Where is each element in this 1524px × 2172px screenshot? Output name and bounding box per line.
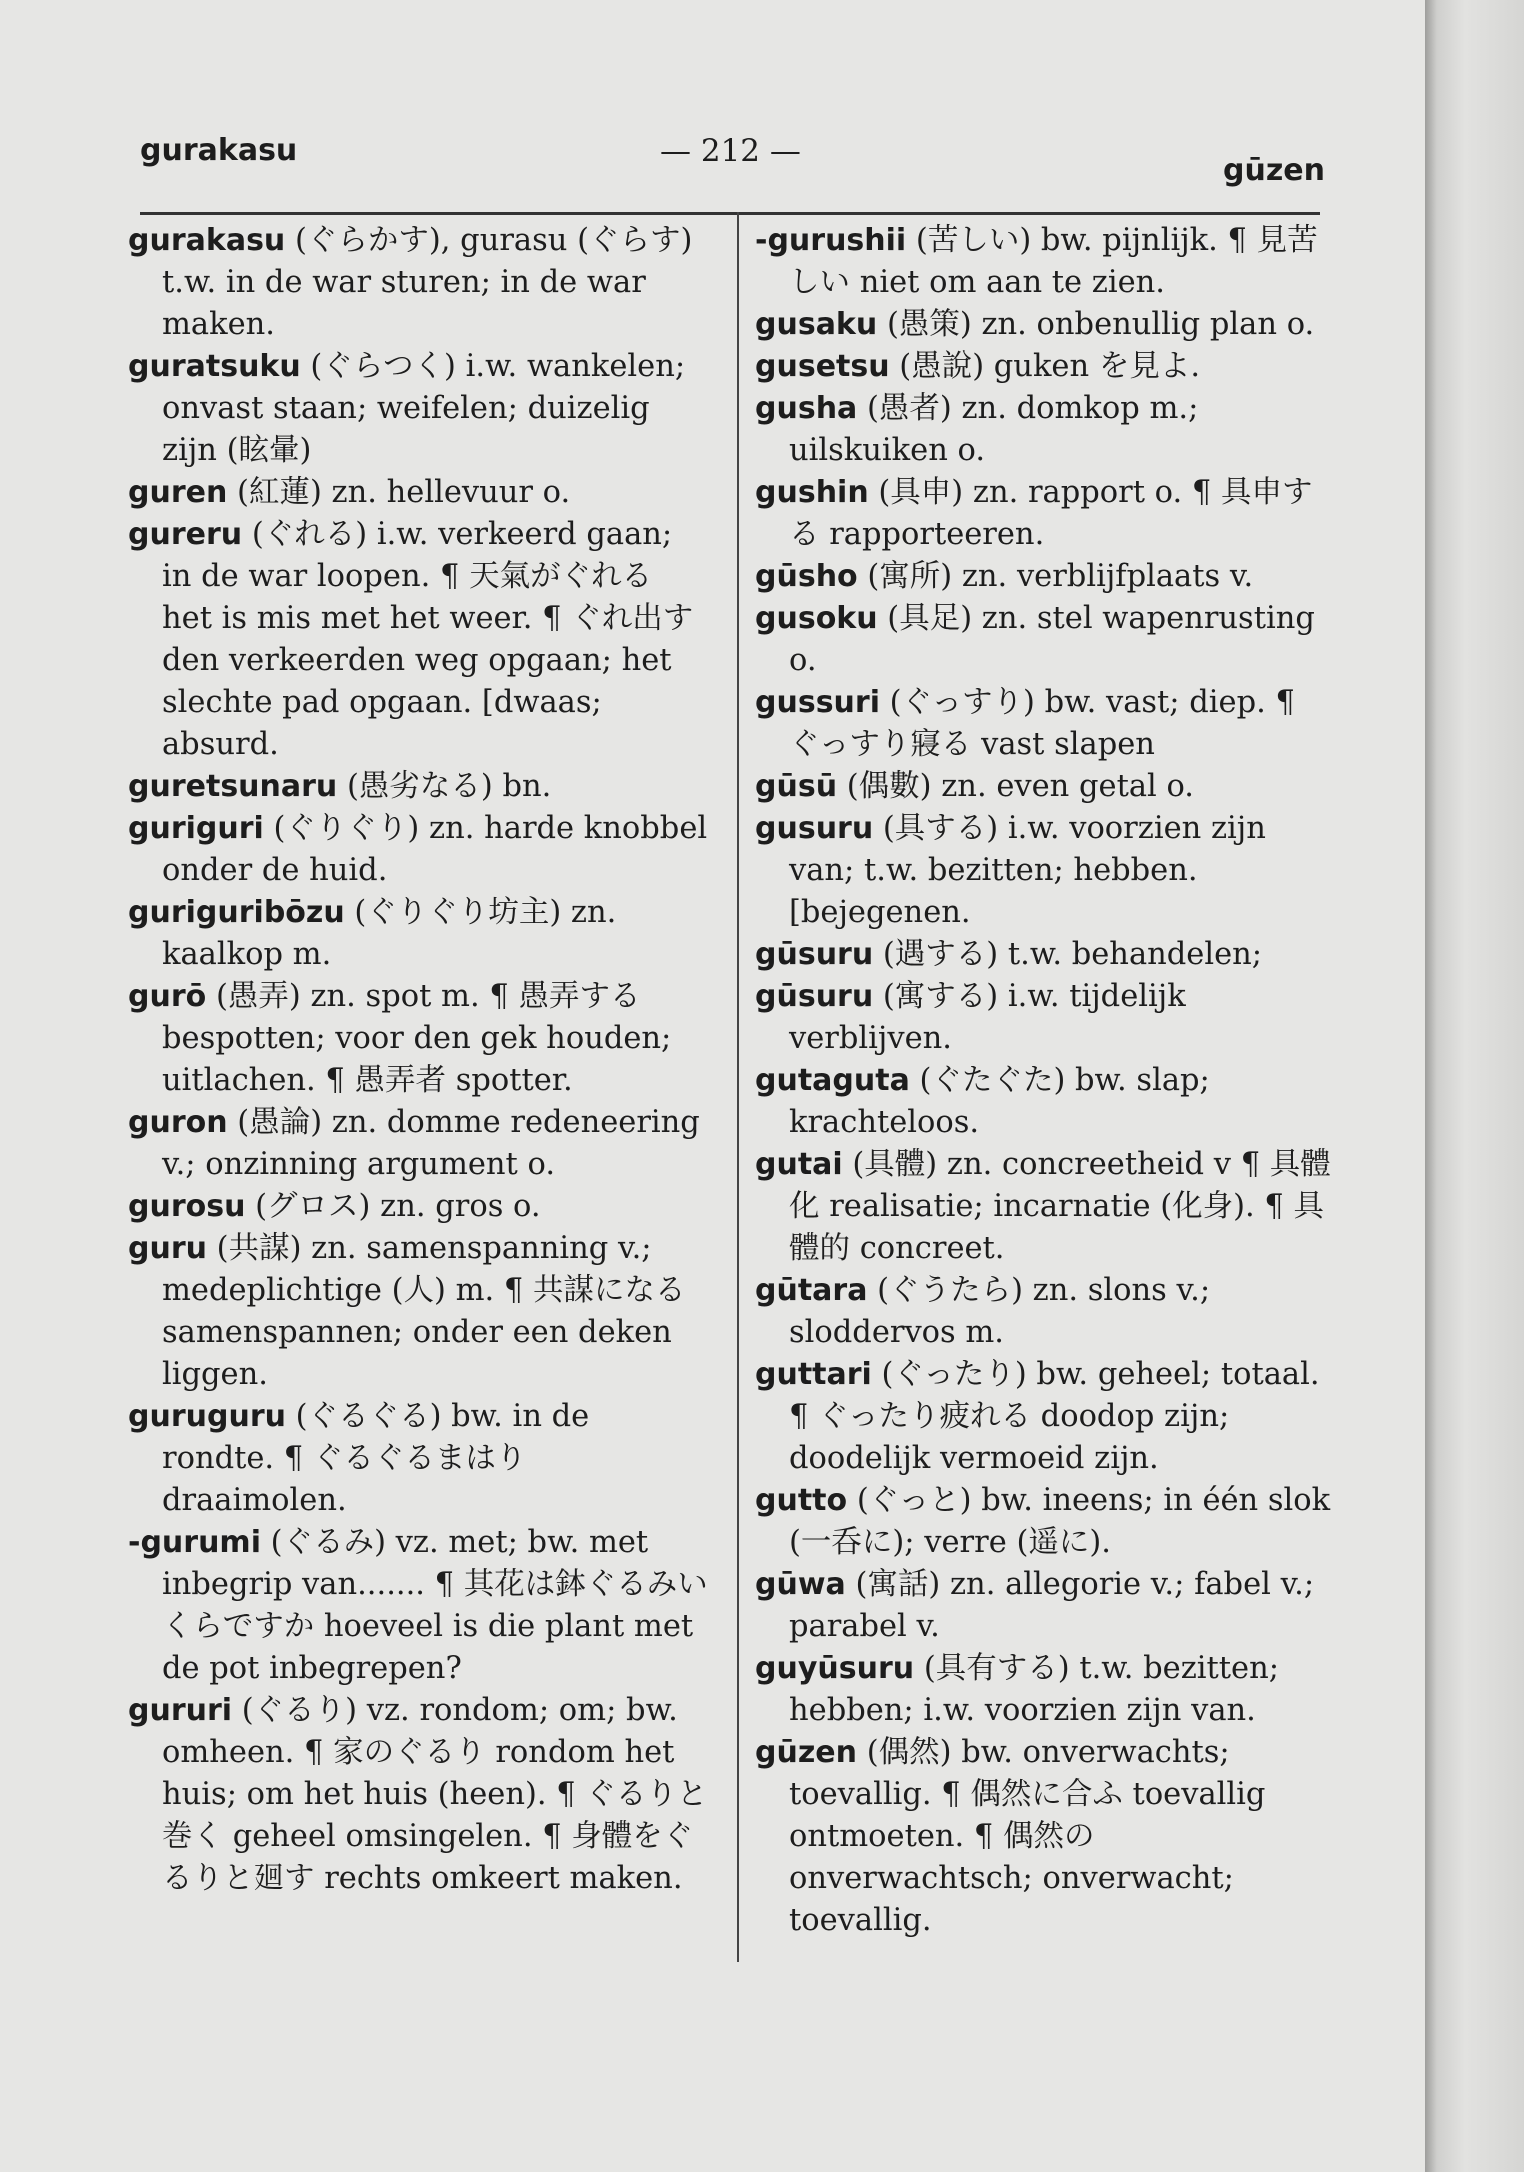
dictionary-entry: [755, 1648, 1335, 1732]
dictionary-entry: [755, 1480, 1335, 1564]
entry-definition: (ぐるみ) vz. met; bw. met inbegrip van....... ¶ 其花は鉢ぐるみいくらですか hoeveel is die plant met de pot inbegrepen?: [162, 1525, 708, 1686]
dictionary-entry: [128, 766, 708, 808]
entry-headword: guyūsuru: [755, 1651, 915, 1686]
dictionary-entry: [128, 892, 708, 976]
entry-definition: (寓話) zn. allegorie v.; fabel v.; parabel v.: [789, 1567, 1315, 1644]
entry-definition: (ぐっと) bw. ineens; in één slok (一呑に); verre (遥に).: [789, 1483, 1331, 1560]
entry-headword: guriguri: [128, 811, 264, 846]
entry-definition: (グロス) zn. gros o.: [245, 1189, 541, 1224]
right-column: [755, 220, 1335, 1942]
entry-definition: (愚論) zn. domme redeneering v.; onzinning argument o.: [162, 1105, 700, 1182]
dictionary-entry: [755, 1144, 1335, 1270]
dictionary-entry: [755, 220, 1335, 304]
dictionary-entry: [128, 1228, 708, 1396]
dictionary-entry: [755, 388, 1335, 472]
column-divider: [737, 212, 739, 1962]
dictionary-entry: [128, 472, 708, 514]
entry-headword: gūsuru: [755, 937, 874, 972]
entry-headword: guron: [128, 1105, 228, 1140]
dictionary-entry: [755, 472, 1335, 556]
entry-definition: (ぐたぐた) bw. slap; krachteloos.: [789, 1063, 1210, 1140]
entry-headword: gusaku: [755, 307, 878, 342]
guide-word-right: gūzen: [1223, 153, 1325, 188]
entry-definition: (愚說) guken を見よ.: [889, 349, 1201, 384]
entry-definition: (ぐれる) i.w. verkeerd gaan; in de war loopen. ¶ 天氣がぐれる het is mis met het weer. ¶ ぐれ出す den verkeerden weg opgaan; het slechte pad opgaan. [dwaas; absurd.: [162, 517, 694, 762]
entry-definition: (ぐりぐり) zn. harde knobbel onder de huid.: [162, 811, 708, 888]
entry-headword: gusha: [755, 391, 858, 426]
entry-definition: (ぐったり) bw. geheel; totaal. ¶ ぐったり疲れる doodop zijn; doodelijk vermoeid zijn.: [789, 1357, 1320, 1476]
dictionary-entry: [755, 1732, 1335, 1942]
entry-headword: gūsuru: [755, 979, 874, 1014]
dictionary-entry: [128, 1396, 708, 1522]
dictionary-entry: [128, 346, 708, 472]
entry-definition: (具有する) t.w. bezitten; hebben; i.w. voorzien zijn van.: [789, 1651, 1280, 1728]
dictionary-entry: [128, 220, 708, 346]
entry-headword: guratsuku: [128, 349, 301, 384]
entry-headword: guriguribōzu: [128, 895, 345, 930]
dictionary-entry: [755, 976, 1335, 1060]
entry-definition: (具體) zn. concreetheid v ¶ 具體化 realisatie; incarnatie (化身). ¶ 具體的 concreet.: [789, 1147, 1331, 1266]
entry-headword: gurosu: [128, 1189, 246, 1224]
entry-headword: guren: [128, 475, 228, 510]
page-edge: [1425, 0, 1524, 2172]
entry-definition: (愚策) zn. onbenullig plan o.: [877, 307, 1315, 342]
entry-headword: gutai: [755, 1147, 843, 1182]
entry-headword: gūsū: [755, 769, 838, 804]
dictionary-entry: [128, 1522, 708, 1690]
entry-definition: (ぐうたら) zn. slons v.; sloddervos m.: [789, 1273, 1211, 1350]
entry-headword: gureru: [128, 517, 243, 552]
entry-headword: guruguru: [128, 1399, 286, 1434]
entry-definition: (ぐらかす), gurasu (ぐらす) t.w. in de war sturen; in de war maken.: [162, 223, 693, 342]
entry-headword: gushin: [755, 475, 869, 510]
entry-headword: gutaguta: [755, 1063, 910, 1098]
dictionary-entry: [755, 682, 1335, 766]
entry-definition: (具足) zn. stel wapenrusting o.: [789, 601, 1315, 678]
entry-definition: (ぐるり) vz. rondom; om; bw. omheen. ¶ 家のぐるり rondom het huis; om het huis (heen). ¶ ぐるりと巻く geheel omsingelen. ¶ 身體をぐるりと廻す rechts omkeert maken.: [162, 1693, 708, 1896]
page-number: — 212 —: [660, 133, 801, 169]
entry-headword: gusoku: [755, 601, 878, 636]
dictionary-entry: [128, 808, 708, 892]
guide-word-left: gurakasu: [140, 133, 298, 168]
dictionary-entry: [755, 766, 1335, 808]
entry-definition: (ぐるぐる) bw. in de rondte. ¶ ぐるぐるまはり draaimolen.: [162, 1399, 590, 1518]
entry-headword: gusuru: [755, 811, 874, 846]
entry-definition: (寓所) zn. verblijfplaats v.: [857, 559, 1254, 594]
entry-definition: (愚劣なる) bn.: [337, 769, 552, 804]
dictionary-entry: [755, 1060, 1335, 1144]
dictionary-entry: [755, 598, 1335, 682]
entry-headword: gussuri: [755, 685, 880, 720]
running-head: [140, 133, 1325, 188]
entry-definition: (ぐらつく) i.w. wankelen; onvast staan; weifelen; duizelig zijn (眩暈): [162, 349, 686, 468]
entry-headword: gūsho: [755, 559, 858, 594]
dictionary-entry: [128, 976, 708, 1102]
dictionary-entry: [755, 1564, 1335, 1648]
entry-definition: (具する) i.w. voorzien zijn van; t.w. bezitten; hebben. [bejegenen.: [789, 811, 1266, 930]
entry-definition: (具申) zn. rapport o. ¶ 具申する rapporteeren.: [789, 475, 1313, 552]
entry-headword: gūtara: [755, 1273, 868, 1308]
entry-headword: -gurumi: [128, 1525, 261, 1560]
entry-headword: guttari: [755, 1357, 872, 1392]
header-rule: [140, 212, 1320, 215]
dictionary-entry: [128, 1690, 708, 1900]
entry-headword: -gurushii: [755, 223, 907, 258]
entry-headword: gurō: [128, 979, 207, 1014]
entry-headword: gururi: [128, 1693, 233, 1728]
entry-definition: (ぐりぐり坊主) zn. kaalkop m.: [162, 895, 617, 972]
dictionary-entry: [755, 346, 1335, 388]
dictionary-entry: [755, 556, 1335, 598]
entry-definition: (遇する) t.w. behandelen;: [873, 937, 1263, 972]
entry-headword: gurakasu: [128, 223, 286, 258]
entry-headword: gutto: [755, 1483, 848, 1518]
entry-definition: (寓する) i.w. tijdelijk verblijven.: [789, 979, 1186, 1056]
entry-definition: (ぐっすり) bw. vast; diep. ¶ ぐっすり寢る vast slapen: [789, 685, 1295, 762]
entry-definition: (紅蓮) zn. hellevuur o.: [227, 475, 571, 510]
entry-headword: guretsunaru: [128, 769, 338, 804]
left-column: [128, 220, 708, 1900]
entry-definition: (苦しい) bw. pijnlijk. ¶ 見苦しい niet om aan te zien.: [789, 223, 1318, 300]
dictionary-entry: [128, 1102, 708, 1186]
entry-definition: (共謀) zn. samenspanning v.; medeplichtige (人) m. ¶ 共謀になる samenspannen; onder een deken liggen.: [162, 1231, 686, 1392]
entry-definition: (愚者) zn. domkop m.; uilskuiken o.: [789, 391, 1199, 468]
entry-definition: (愚弄) zn. spot m. ¶ 愚弄する bespotten; voor den gek houden; uitlachen. ¶ 愚弄者 spotter.: [162, 979, 672, 1098]
dictionary-entry: [755, 934, 1335, 976]
dictionary-entry: [755, 304, 1335, 346]
dictionary-entry: [755, 1270, 1335, 1354]
entry-headword: gūwa: [755, 1567, 846, 1602]
entry-headword: guru: [128, 1231, 207, 1266]
entry-headword: gūzen: [755, 1735, 857, 1770]
dictionary-entry: [755, 808, 1335, 934]
dictionary-entry: [128, 514, 708, 766]
entry-definition: (偶然) bw. onverwachts; toevallig. ¶ 偶然に合ふ toevallig ontmoeten. ¶ 偶然の onverwachtsch; onverwacht; toevallig.: [789, 1735, 1266, 1938]
dictionary-entry: [755, 1354, 1335, 1480]
entry-headword: gusetsu: [755, 349, 890, 384]
entry-definition: (偶數) zn. even getal o.: [837, 769, 1194, 804]
dictionary-entry: [128, 1186, 708, 1228]
